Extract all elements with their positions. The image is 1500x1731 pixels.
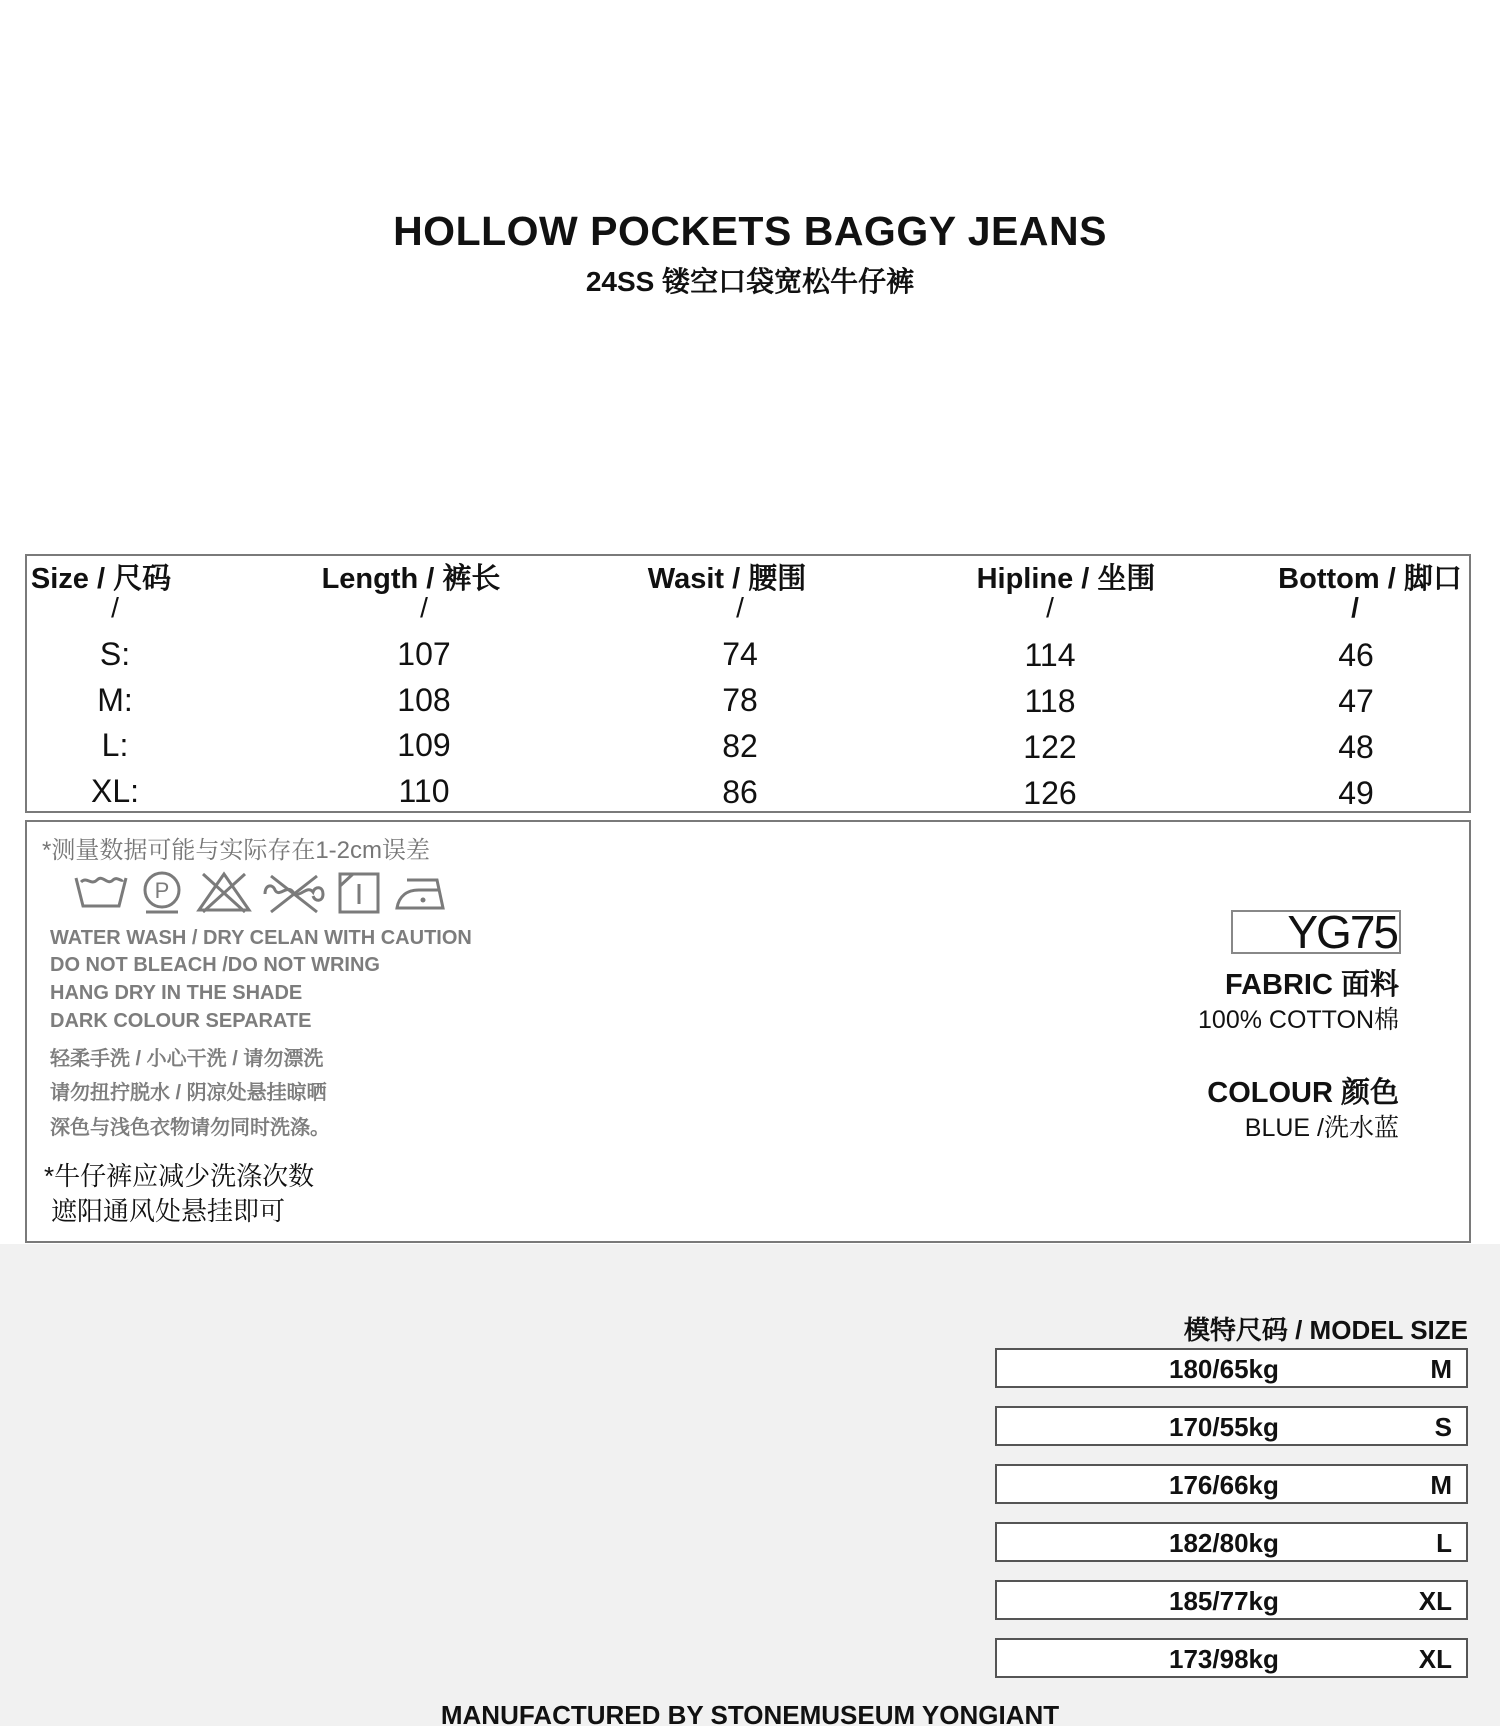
svg-text:P: P [154,878,170,903]
model-size-section [0,1244,1500,1730]
fabric-label: FABRIC 面料 [1224,969,1399,1001]
model-size: M [1430,1470,1452,1500]
model-size: S [1434,1412,1452,1442]
professional-dry-clean-icon [140,870,184,916]
table-cell-waist: 74 [722,636,758,672]
model-size: XL [1418,1586,1452,1616]
colour-label: COLOUR 颜色 [1207,1077,1399,1109]
table-cell-bottom: 48 [1338,729,1374,765]
header-hipline: Hipline / 坐围 [976,563,1156,595]
care-instruction: 请勿扭拧脱水 / 阴凉处悬挂晾晒 [50,1082,327,1104]
page-subtitle: 24SS 镂空口袋宽松牛仔裤 [585,266,915,297]
model-size: XL [1418,1644,1452,1674]
header-slash: / [111,592,119,623]
fabric-value: 100% COTTON棉 [1198,1006,1399,1034]
header-slash: / [1351,592,1359,623]
product-code: YG75 [1231,910,1401,954]
care-instruction: 深色与浅色衣物请勿同时洗涤。 [50,1117,330,1139]
colour-value: BLUE /洗水蓝 [1244,1114,1399,1142]
table-cell-bottom: 47 [1338,683,1374,719]
manufacturer-footer: MANUFACTURED BY STONEMUSEUM YONGIANT [440,1700,1060,1730]
model-measure: 170/55kg [1169,1412,1279,1442]
header-bottom: Bottom / 脚口 [1278,563,1462,595]
care-panel [25,820,1471,1243]
table-cell-size: L: [101,727,129,763]
table-cell-hipline: 126 [1023,775,1077,811]
header-slash: / [1046,592,1054,623]
table-cell-length: 109 [397,727,451,763]
model-size-row [995,1580,1468,1620]
table-cell-hipline: 122 [1023,729,1077,765]
model-size-row [995,1522,1468,1562]
table-cell-waist: 82 [722,728,758,764]
header-waist: Wasit / 腰围 [647,563,807,595]
size-table [25,554,1471,813]
table-cell-bottom: 49 [1338,775,1374,811]
model-size-row [995,1464,1468,1504]
table-cell-bottom: 46 [1338,637,1374,673]
dry-in-shade-icon [337,870,381,916]
do-not-bleach-icon [195,870,253,916]
header-size: Size / 尺码 [30,563,172,595]
table-cell-length: 108 [397,682,451,718]
care-instruction: DO NOT BLEACH /DO NOT WRING [50,954,380,976]
table-cell-length: 107 [397,636,451,672]
model-measure: 182/80kg [1169,1528,1279,1558]
table-cell-size: M: [97,682,133,718]
model-measure: 173/98kg [1169,1644,1279,1674]
hand-wash-icon [73,870,129,914]
care-instruction: HANG DRY IN THE SHADE [50,982,303,1004]
table-cell-waist: 78 [722,682,758,718]
page-title: HOLLOW POCKETS BAGGY JEANS [393,208,1107,254]
table-cell-size: XL: [90,773,140,809]
denim-care-tip: *牛仔裤应减少洗涤次数 [44,1161,315,1191]
care-instruction: WATER WASH / DRY CELAN WITH CAUTION [50,927,472,949]
iron-low-icon [393,870,449,916]
table-cell-waist: 86 [722,774,758,810]
model-size-row [995,1406,1468,1446]
care-instruction: 轻柔手洗 / 小心干洗 / 请勿漂洗 [50,1048,324,1070]
table-cell-length: 110 [398,773,450,809]
header-length: Length / 裤长 [321,563,501,595]
table-cell-hipline: 114 [1024,637,1076,673]
model-measure: 185/77kg [1169,1586,1279,1616]
care-instruction: DARK COLOUR SEPARATE [50,1010,312,1032]
denim-care-tip: 遮阳通风处悬挂即可 [51,1196,286,1226]
model-size: L [1436,1528,1452,1558]
header-slash: / [736,592,744,623]
model-measure: 176/66kg [1169,1470,1279,1500]
table-cell-hipline: 118 [1024,683,1076,719]
model-size-row [995,1638,1468,1678]
table-cell-size: S: [99,636,131,672]
header-slash: / [420,592,428,623]
model-measure: 180/65kg [1169,1354,1279,1384]
model-size-row [995,1348,1468,1388]
measurement-note: *测量数据可能与实际存在1-2cm误差 [42,837,431,864]
do-not-wring-icon [261,870,327,916]
model-size: M [1430,1354,1452,1384]
model-size-title: 模特尺码 / MODEL SIZE [1183,1315,1468,1345]
